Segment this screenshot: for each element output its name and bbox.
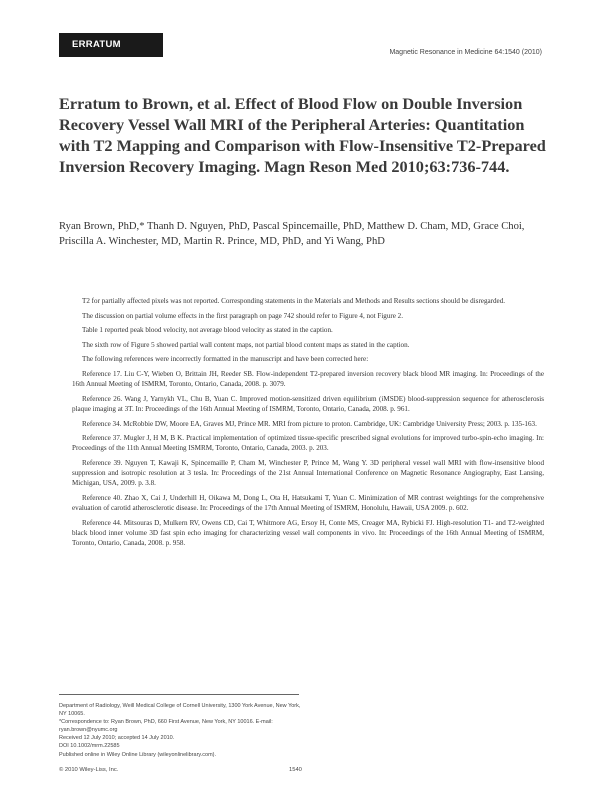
article-title: Erratum to Brown, et al. Effect of Blood Flow on Double Inversion Recovery Vessel Wall MRI of the Peripheral Arteries: Quantitation with T2 Mapping and Comparison with Flow-Insensitive T2-Prepared Inversion Recovery Imaging. Magn Reson Med 2010;63:736-744. — [59, 94, 546, 176]
reference-37: Reference 37. Mugler J, H M, B K. Practical implementation of optimized tissue-specific prescribed signal evolutions for improved turbo-spin-echo imaging. In: Proceedings of the 11th Annual Meeting ISMRM, Toronto, Ontario, Canada, 2003. p. 203. — [72, 434, 544, 453]
reference-40: Reference 40. Zhao X, Cai J, Underhill H, Oikawa M, Dong L, Ota H, Hatsukami T, Yuan C. Minimization of MR contrast weightings for the comprehensive evaluation of carotid atherosclerotic disease. In: Proceedings of the 17th Annual Meeting of ISMRM, Honolulu, Hawaii, USA 2009. p. 602. — [72, 493, 544, 513]
reference-44: Reference 44. Mitsouras D, Mulkern RV, Owens CD, Cai T, Whitmore AG, Ersoy H, Conte MS, Creager MA, Rybicki FJ. High-resolution T1- and T2-weighted black blood inner volume 3D fast spin echo imaging for characterizing vessel wall components in vivo. In: Proceedings of the 16th Annual Meeting of ISMRM, Toronto, Ontario, Canada, 2008. p. 958. — [72, 518, 544, 548]
journal-reference: Magnetic Resonance in Medicine 64:1540 (2010) — [389, 49, 542, 56]
footnote-divider — [59, 694, 299, 695]
footnotes — [59, 702, 304, 759]
footnote-correspondence: *Correspondence to: Ryan Brown, PhD, 660 First Avenue, New York, NY 10016. E-mail: ryan.brown@nyumc.org — [59, 719, 273, 734]
article-body — [72, 296, 544, 553]
reference-34: Reference 34. McRobbie DW, Moore EA, Graves MJ, Prince MR. MRI from picture to proton. Cambridge, UK: Cambridge University Press; 2003. p. 135-163. — [82, 419, 537, 428]
footnote-received: Received 12 July 2010; accepted 14 July 2010. — [59, 735, 175, 742]
paragraph-figure5: The sixth row of Figure 5 showed partial wall content maps, not partial blood content maps as stated in the caption. — [82, 340, 410, 349]
paragraph-table1: Table 1 reported peak blood velocity, not average blood velocity as stated in the caption. — [82, 326, 333, 335]
footnote-affiliation: Department of Radiology, Weill Medical College of Cornell University, 1300 York Avenue, New York, NY 10065. — [59, 703, 301, 718]
paragraph-references-intro: The following references were incorrectly formatted in the manuscript and have been corrected here: — [82, 355, 369, 364]
footnote-doi: DOI 10.1002/mrm.22585 — [59, 743, 120, 750]
page-number: 1540 — [289, 767, 302, 773]
reference-39: Reference 39. Nguyen T, Kawaji K, Spincemaille P, Cham M, Winchester P, Prince M, Wang Y. 3D peripheral vessel wall MRI with flow-insensitive blood suppression and isotropic resolution at 3 tesla. In: Proceedings of the 21st Annual International Conference on Magnetic Resonance Angiography, East Lansing, Michigan, USA, 2009. p. 3.8. — [72, 458, 544, 488]
paragraph-t2-partial: T2 for partially affected pixels was not reported. Corresponding statements in the Materials and Methods and Results sections should be disregarded. — [82, 297, 506, 305]
reference-26: Reference 26. Wang J, Yarnykh VL, Chu B, Yuan C. Improved motion-sensitized driven equilibrium (iMSDE) blood-suppression sequence for atherosclerosis plaque imaging at 3T. In: Proceedings of the 16th Annual Meeting of ISMRM, Toronto, Ontario, Canada, 2008. p. 961. — [72, 394, 544, 413]
paragraph-partial-volume: The discussion on partial volume effects in the first paragraph on page 742 should refer to Figure 4, not Figure 2. — [82, 311, 403, 320]
copyright: © 2010 Wiley-Liss, Inc. — [59, 767, 119, 773]
footnote-published: Published online in Wiley Online Library (wileyonlinelibrary.com). — [59, 751, 217, 758]
section-tab: ERRATUM — [59, 33, 163, 57]
author-list: Ryan Brown, PhD,* Thanh D. Nguyen, PhD, Pascal Spincemaille, PhD, Matthew D. Cham, MD, Grace Choi, Priscilla A. Winchester, MD, Martin R. Prince, MD, PhD, and Yi Wang, PhD — [59, 221, 525, 247]
reference-17: Reference 17. Liu C-Y, Wieben O, Brittain JH, Reeder SB. Flow-independent T2-prepared inversion recovery black blood MR imaging. In: Proceedings of the 16th Annual Meeting of ISMRM, Toronto, Ontario, Canada, 2008. p. 3079. — [72, 369, 544, 389]
